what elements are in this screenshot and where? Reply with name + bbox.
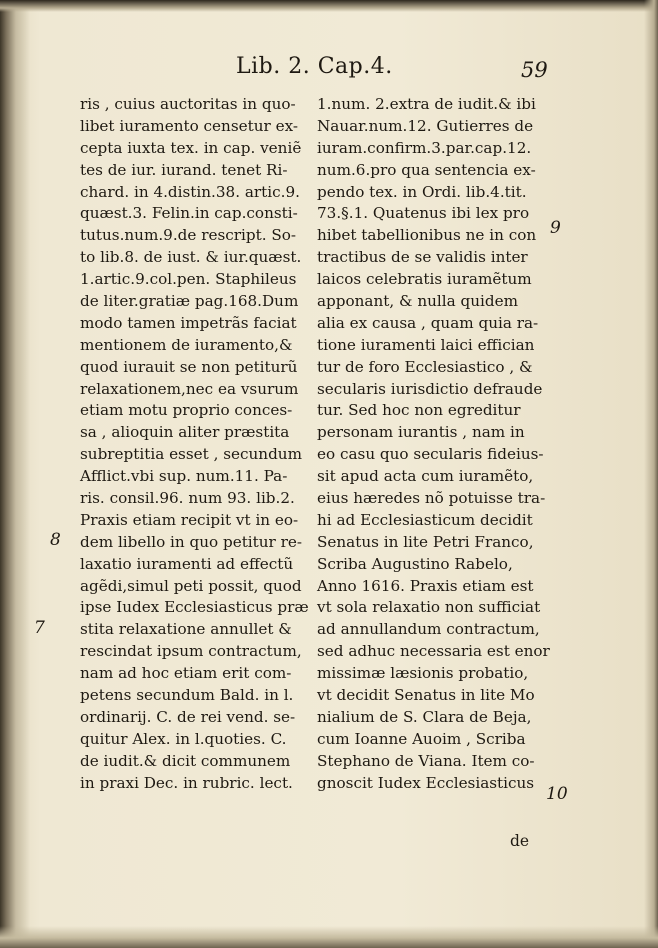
- text-line: sa , alioquin aliter præstita: [80, 423, 290, 442]
- text-line: laicos celebratis iuramẽtum: [317, 270, 532, 289]
- text-line: stita relaxatione annullet &: [80, 620, 292, 639]
- text-line: eo casu quo secularis fideius-: [317, 445, 544, 464]
- catchword: de: [510, 832, 530, 850]
- text-line: 1.artic.9.col.pen. Staphileus: [80, 270, 297, 289]
- margin-number-10: 10: [546, 784, 568, 804]
- text-line: chard. in 4.distin.38. artic.9.: [80, 182, 300, 201]
- text-line: num.6.pro qua sentencia ex-: [317, 160, 536, 179]
- text-line: rescindat ipsum contractum,: [80, 642, 302, 661]
- text-line: vt decidit Senatus in lite Mo: [317, 686, 535, 705]
- margin-number-8: 8: [50, 530, 61, 550]
- text-line: Scriba Augustino Rabelo,: [317, 554, 513, 573]
- page-bottom-edge: [0, 926, 658, 948]
- page-right-edge: [644, 0, 658, 948]
- text-line: mentionem de iuramento,&: [80, 335, 293, 354]
- text-line: Afflict.vbi sup. num.11. Pa-: [80, 467, 288, 486]
- text-line: de iudit.& dicit communem: [80, 751, 291, 770]
- text-line: Praxis etiam recipit vt in eo-: [80, 510, 299, 529]
- text-line: de liter.gratiæ pag.168.Dum: [80, 292, 299, 311]
- text-line: to lib.8. de iust. & iur.quæst.: [80, 248, 302, 267]
- text-line: cum Ioanne Auoim , Scriba: [317, 729, 526, 748]
- text-line: etiam motu proprio conces-: [80, 401, 293, 420]
- text-line: agẽdi,simul peti possit, quod: [80, 576, 302, 595]
- text-line: apponant, & nulla quidem: [317, 292, 518, 311]
- text-line: ad annullandum contractum,: [317, 620, 540, 639]
- text-line: eius hæredes nõ potuisse tra-: [317, 489, 546, 508]
- text-line: libet iuramento censetur ex-: [80, 116, 299, 135]
- text-line: subreptitia esset , secundum: [80, 445, 302, 464]
- text-line: ordinarij. C. de rei vend. se-: [80, 707, 296, 726]
- margin-number-7: 7: [34, 618, 45, 638]
- text-line: tes de iur. iurand. tenet Ri-: [80, 160, 288, 179]
- text-line: dem libello in quo petitur re-: [80, 532, 303, 551]
- text-line: in praxi Dec. in rubric. lect.: [80, 773, 293, 792]
- text-line: petens secundum Bald. in l.: [80, 686, 294, 705]
- text-line: modo tamen impetrãs faciat: [80, 313, 297, 332]
- text-line: cepta iuxta tex. in cap. veniẽ: [80, 138, 302, 157]
- text-line: iuram.confirm.3.par.cap.12.: [317, 138, 532, 157]
- text-line: alia ex causa , quam quia ra-: [317, 313, 539, 332]
- text-line: vt sola relaxatio non sufficiat: [317, 598, 541, 617]
- margin-number-9: 9: [550, 218, 561, 238]
- page-gutter-shadow: [0, 0, 30, 948]
- page-number: 59: [521, 58, 548, 82]
- text-line: Nauar.num.12. Gutierres de: [317, 116, 534, 135]
- text-line: Senatus in lite Petri Franco,: [317, 532, 534, 551]
- text-line: gnoscit Iudex Ecclesiasticus: [317, 773, 535, 792]
- text-line: tur de foro Ecclesiastico , &: [317, 357, 533, 376]
- text-line: ipse Iudex Ecclesiasticus præ: [80, 598, 309, 617]
- text-line: Anno 1616. Praxis etiam est: [317, 576, 534, 595]
- text-line: tractibus de se validis inter: [317, 248, 528, 267]
- text-line: tutus.num.9.de rescript. So-: [80, 226, 297, 245]
- text-line: 73.§.1. Quatenus ibi lex pro: [317, 204, 530, 223]
- text-line: missimæ læsionis probatio,: [317, 664, 529, 683]
- text-line: quod iurauit se non petiturũ: [80, 357, 298, 376]
- text-line: personam iurantis , nam in: [317, 423, 525, 442]
- text-line: pendo tex. in Ordi. lib.4.tit.: [317, 182, 527, 201]
- text-line: Stephano de Viana. Item co-: [317, 751, 535, 770]
- text-line: hibet tabellionibus ne in con: [317, 226, 537, 245]
- text-line: quæst.3. Felin.in cap.consti-: [80, 204, 298, 223]
- text-line: quitur Alex. in l.quoties. C.: [80, 729, 287, 748]
- text-line: ris. consil.96. num 93. lib.2.: [80, 489, 295, 508]
- text-line: nialium de S. Clara de Beja,: [317, 707, 532, 726]
- text-line: laxatio iuramenti ad effectũ: [80, 554, 294, 573]
- text-line: secularis iurisdictio defraude: [317, 379, 543, 398]
- text-line: relaxationem,nec ea vsurum: [80, 379, 299, 398]
- text-line: ris , cuius auctoritas in quo-: [80, 95, 296, 113]
- text-line: hi ad Ecclesiasticum decidit: [317, 510, 533, 529]
- running-title: Lib. 2. Cap.4.: [236, 54, 393, 79]
- text-line: tione iuramenti laici effician: [317, 335, 535, 354]
- text-line: sit apud acta cum iuramẽto,: [317, 467, 534, 486]
- right-text-column: [317, 94, 550, 795]
- text-line: sed adhuc necessaria est enor: [317, 642, 550, 661]
- page-top-edge: [0, 0, 658, 12]
- left-text-column: [80, 94, 309, 795]
- text-line: tur. Sed hoc non egreditur: [317, 401, 521, 420]
- text-line: 1.num. 2.extra de iudit.& ibi: [317, 95, 536, 113]
- text-line: nam ad hoc etiam erit com-: [80, 664, 292, 683]
